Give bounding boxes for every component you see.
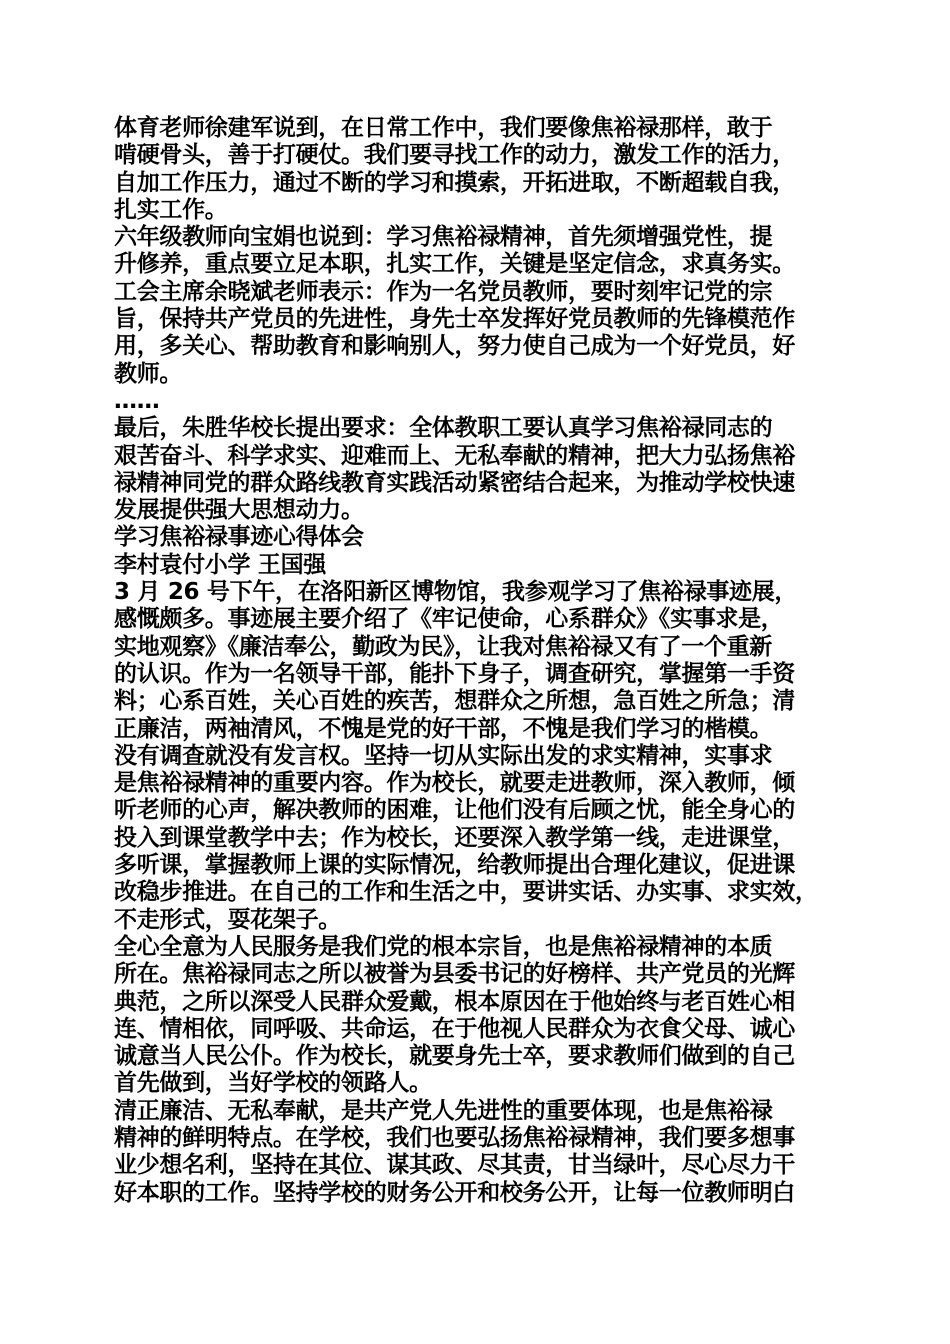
text-line: 多听课，掌握教师上课的实际情况，给教师提出合理化建议，促进课 bbox=[114, 852, 796, 879]
text-line: 的认识。作为一名领导干部，能扑下身子，调查研究，掌握第一手资 bbox=[114, 660, 796, 687]
text-line: …… bbox=[114, 387, 160, 414]
text-line: 不走形式，耍花架子。 bbox=[114, 906, 342, 933]
text-line: 扎实工作。 bbox=[114, 196, 228, 223]
text-line: 教师。 bbox=[114, 360, 183, 387]
text-line: 六年级教师向宝娟也说到：学习焦裕禄精神，首先须增强党性，提 bbox=[114, 224, 773, 251]
text-line: 用，多关心、帮助教育和影响别人，努力使自己成为一个好党员，好 bbox=[114, 333, 796, 360]
document-body bbox=[114, 115, 854, 1207]
text-line: 业少想名利，坚持在其位、谋其政、尽其责，甘当绿叶，尽心尽力干 bbox=[114, 1152, 796, 1179]
text-line: 典范，之所以深受人民群众爱戴，根本原因在于他始终与老百姓心相 bbox=[114, 988, 796, 1015]
text-line: 发展提供强大思想动力。 bbox=[114, 497, 364, 524]
text-line: 好本职的工作。坚持学校的财务公开和校务公开，让每一位教师明白 bbox=[114, 1179, 796, 1206]
text-line: 自加工作压力，通过不断的学习和摸索，开拓进取，不断超载自我， bbox=[114, 169, 796, 196]
text-line: 旨，保持共产党员的先进性，身先士卒发挥好党员教师的先锋模范作 bbox=[114, 306, 796, 333]
text-line: 3 月 26 号下午，在洛阳新区博物馆，我参观学习了焦裕禄事迹展， bbox=[114, 579, 798, 606]
text-line: 工会主席余晓斌老师表示：作为一名党员教师，要时刻牢记党的宗 bbox=[114, 278, 773, 305]
text-line: 听老师的心声，解决教师的困难，让他们没有后顾之忧，能全身心的 bbox=[114, 797, 796, 824]
text-line: 感慨颇多。事迹展主要介绍了《牢记使命，心系群众》《实事求是， bbox=[114, 606, 784, 633]
text-line: 最后，朱胜华校长提出要求：全体教职工要认真学习焦裕禄同志的 bbox=[114, 415, 773, 442]
text-line: 清正廉洁、无私奉献，是共产党人先进性的重要体现，也是焦裕禄 bbox=[114, 1097, 773, 1124]
section-title: 学习焦裕禄事迹心得体会 bbox=[114, 524, 364, 551]
text-line: 是焦裕禄精神的重要内容。作为校长，就要走进教师，深入教师，倾 bbox=[114, 770, 796, 797]
author-line: 李村袁付小学 王国强 bbox=[114, 551, 327, 578]
text-line: 正廉洁，两袖清风，不愧是党的好干部，不愧是我们学习的楷模。 bbox=[114, 715, 773, 742]
text-line: 全心全意为人民服务是我们党的根本宗旨，也是焦裕禄精神的本质 bbox=[114, 933, 773, 960]
text-line: 艰苦奋斗、科学求实、迎难而上、无私奉献的精神，把大力弘扬焦裕 bbox=[114, 442, 796, 469]
text-line: 料；心系百姓，关心百姓的疾苦，想群众之所想，急百姓之所急；清 bbox=[114, 688, 796, 715]
text-line: 诚意当人民公仆。作为校长，就要身先士卒，要求教师们做到的自己 bbox=[114, 1043, 796, 1070]
text-line: 实地观察》《廉洁奉公，勤政为民》，让我对焦裕禄又有了一个重新 bbox=[114, 633, 773, 660]
text-line: 禄精神同党的群众路线教育实践活动紧密结合起来，为推动学校快速 bbox=[114, 469, 796, 496]
text-line: 所在。焦裕禄同志之所以被誉为县委书记的好榜样、共产党员的光辉 bbox=[114, 961, 796, 988]
text-line: 没有调查就没有发言权。坚持一切从实际出发的求实精神，实事求 bbox=[114, 742, 773, 769]
text-line: 改稳步推进。在自己的工作和生活之中，要讲实话、办实事、求实效， bbox=[114, 879, 818, 906]
text-line: 投入到课堂教学中去；作为校长，还要深入教学第一线，走进课堂， bbox=[114, 824, 796, 851]
text-line: 连、情相依，同呼吸、共命运，在于他视人民群众为衣食父母、诚心 bbox=[114, 1015, 796, 1042]
text-line: 精神的鲜明特点。在学校，我们也要弘扬焦裕禄精神，我们要多想事 bbox=[114, 1124, 796, 1151]
text-line: 体育老师徐建军说到，在日常工作中，我们要像焦裕禄那样，敢于 bbox=[114, 115, 773, 141]
text-line: 首先做到，当好学校的领路人。 bbox=[114, 1070, 432, 1097]
text-line: 啃硬骨头，善于打硬仗。我们要寻找工作的动力，激发工作的活力， bbox=[114, 142, 796, 169]
text-line: 升修养，重点要立足本职，扎实工作，关键是坚定信念，求真务实。 bbox=[114, 251, 796, 278]
